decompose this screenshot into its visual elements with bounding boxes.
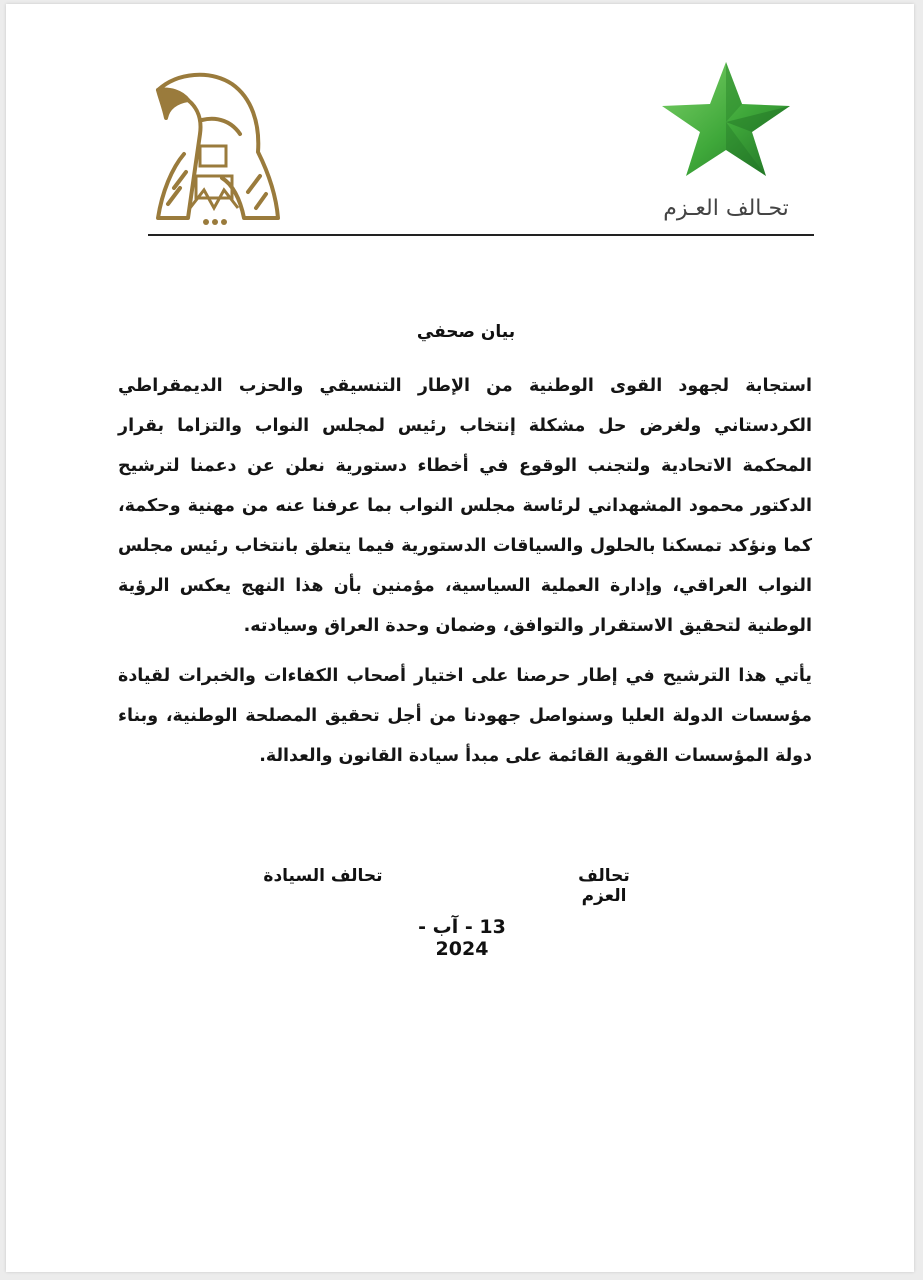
- signatory-azm-alliance: تحالف العزم: [578, 866, 630, 906]
- paragraph-1: استجابة لجهود القوى الوطنية من الإطار التنسيقي والحزب الديمقراطي الكردستاني ولغرض حل مشكلة إنتخاب رئيس لمجلس النواب والتزاما بقرار المحكمة الاتحادية ولتجنب الوقوع في أخطاء دستورية نعلن عن دعمنا لترشيح الدكتور محمود المشهداني لرئاسة مجلس النواب بما عرفنا عنه من مهنية وحكمة، كما ونؤكد تمسكنا بالحلول والسياقات الدستورية فيما يتعلق بانتخاب رئيس مجلس النواب العراقي، وإدارة العملية السياسية، مؤمنين بأن هذا النهج يعكس الرؤية الوطنية لتحقيق الاستقرار والتوافق، وضمان وحدة العراق وسيادته.: [118, 376, 812, 636]
- paragraph-2: يأتي هذا الترشيح في إطار حرصنا على اختيار أصحاب الكفاءات والخبرات لقيادة مؤسسات الدولة العليا وسنواصل جهودنا من أجل تحقيق المصلحة الوطنية، وبناء دولة المؤسسات القوية القائمة على مبدأ سيادة القانون والعدالة.: [118, 666, 812, 766]
- document-date: 13 - آب - 2024: [418, 916, 506, 960]
- green-star-icon: [656, 60, 796, 180]
- document-page: [6, 4, 914, 1272]
- document-title: بيان صحفي: [416, 322, 516, 342]
- signatory-siyada-alliance: تحالف السيادة: [263, 866, 383, 886]
- document-body: [118, 366, 812, 776]
- header-divider: [148, 234, 814, 236]
- azm-alliance-logo-caption: تحـالف العـزم: [663, 196, 789, 221]
- eagle-emblem-icon: [148, 68, 283, 228]
